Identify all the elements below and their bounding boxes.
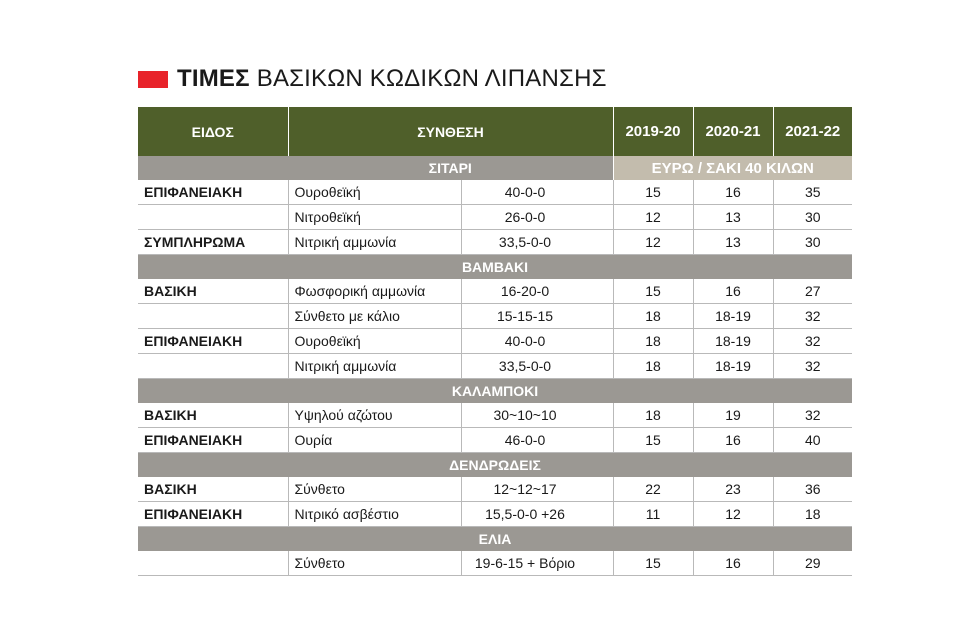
- table-row: [138, 551, 852, 576]
- price-2019-20: 15: [613, 551, 693, 576]
- price-2020-21: 12: [693, 502, 773, 527]
- section-row: [138, 527, 852, 552]
- price-2021-22: 32: [773, 354, 852, 379]
- fertilizer-formula: 40-0-0: [461, 180, 613, 205]
- fertilizer-name: Ουρία: [288, 428, 461, 453]
- header-year: 2021-22: [773, 107, 852, 156]
- price-2021-22: 29: [773, 551, 852, 576]
- section-filler: [138, 156, 288, 180]
- table-row: [138, 205, 852, 230]
- price-2020-21: 18-19: [693, 354, 773, 379]
- price-2020-21: 23: [693, 477, 773, 502]
- price-2020-21: 13: [693, 205, 773, 230]
- fertilizer-type: [138, 354, 288, 379]
- fertilizer-name: Νιτρική αμμωνία: [288, 354, 461, 379]
- price-2019-20: 12: [613, 230, 693, 255]
- fertilizer-formula: 15,5-0-0 +26: [461, 502, 613, 527]
- fertilizer-formula: 15-15-15: [461, 304, 613, 329]
- fertilizer-type: [138, 205, 288, 230]
- price-2020-21: 16: [693, 279, 773, 304]
- price-2020-21: 18-19: [693, 304, 773, 329]
- table-row: [138, 329, 852, 354]
- red-bar-icon: [138, 71, 168, 88]
- price-2021-22: 36: [773, 477, 852, 502]
- fertilizer-formula: 12~12~17: [461, 477, 613, 502]
- table-row: [138, 304, 852, 329]
- title-rest: ΒΑΣΙΚΩΝ ΚΩΔΙΚΩΝ ΛΙΠΑΝΣΗΣ: [256, 65, 607, 92]
- price-2019-20: 15: [613, 279, 693, 304]
- fertilizer-formula: 33,5-0-0: [461, 230, 613, 255]
- price-2019-20: 18: [613, 354, 693, 379]
- fertilizer-type: [138, 304, 288, 329]
- fertilizer-formula: 26-0-0: [461, 205, 613, 230]
- fertilizer-type: ΕΠΙΦΑΝΕΙΑΚΗ: [138, 180, 288, 205]
- fertilizer-formula: 46-0-0: [461, 428, 613, 453]
- header-type: ΕΙΔΟΣ: [138, 107, 288, 156]
- price-2021-22: 32: [773, 329, 852, 354]
- fertilizer-name: Ουροθεϊκή: [288, 329, 461, 354]
- fertilizer-name: Νιτρική αμμωνία: [288, 230, 461, 255]
- fertilizer-type: ΒΑΣΙΚΗ: [138, 279, 288, 304]
- fertilizer-formula: 19-6-15 + Βόριο: [461, 551, 613, 576]
- table-row: [138, 428, 852, 453]
- section-crop: ΚΑΛΑΜΠΟΚΙ: [138, 379, 852, 404]
- section-crop: ΒΑΜΒΑΚΙ: [138, 255, 852, 280]
- price-2019-20: 12: [613, 205, 693, 230]
- price-2019-20: 18: [613, 329, 693, 354]
- price-2021-22: 35: [773, 180, 852, 205]
- price-2021-22: 30: [773, 205, 852, 230]
- fertilizer-type: [138, 551, 288, 576]
- table-row: [138, 502, 852, 527]
- price-2020-21: 16: [693, 180, 773, 205]
- fertilizer-type: ΕΠΙΦΑΝΕΙΑΚΗ: [138, 428, 288, 453]
- header-year: 2020-21: [693, 107, 773, 156]
- fertilizer-type: ΕΠΙΦΑΝΕΙΑΚΗ: [138, 502, 288, 527]
- table-row: [138, 180, 852, 205]
- price-2020-21: 16: [693, 551, 773, 576]
- price-2019-20: 18: [613, 304, 693, 329]
- table-row: [138, 477, 852, 502]
- section-row: [138, 255, 852, 280]
- table-title: [138, 64, 607, 94]
- fertilizer-name: Νιτροθεϊκή: [288, 205, 461, 230]
- section-crop: ΔΕΝΔΡΩΔΕΙΣ: [138, 453, 852, 478]
- fertilizer-name: Νιτρικό ασβέστιο: [288, 502, 461, 527]
- table-row: [138, 279, 852, 304]
- price-2021-22: 40: [773, 428, 852, 453]
- price-2019-20: 15: [613, 180, 693, 205]
- section-row: [138, 379, 852, 404]
- prices-table: [138, 107, 852, 576]
- fertilizer-formula: 40-0-0: [461, 329, 613, 354]
- price-2021-22: 18: [773, 502, 852, 527]
- header-composition: ΣΥΝΘΕΣΗ: [288, 107, 613, 156]
- fertilizer-type: ΕΠΙΦΑΝΕΙΑΚΗ: [138, 329, 288, 354]
- unit-label: ΕΥΡΩ / ΣΑΚΙ 40 ΚΙΛΩΝ: [613, 156, 852, 180]
- section-row: [138, 453, 852, 478]
- price-2021-22: 27: [773, 279, 852, 304]
- section-crop: ΕΛΙΑ: [138, 527, 852, 552]
- fertilizer-name: Σύνθετο: [288, 477, 461, 502]
- fertilizer-formula: 30~10~10: [461, 403, 613, 428]
- price-2020-21: 13: [693, 230, 773, 255]
- table-row: [138, 230, 852, 255]
- fertilizer-name: Σύνθετο με κάλιο: [288, 304, 461, 329]
- fertilizer-name: Υψηλού αζώτου: [288, 403, 461, 428]
- header-year: 2019-20: [613, 107, 693, 156]
- price-2021-22: 32: [773, 304, 852, 329]
- price-2019-20: 15: [613, 428, 693, 453]
- price-2019-20: 11: [613, 502, 693, 527]
- price-2021-22: 32: [773, 403, 852, 428]
- table-body: [138, 156, 852, 576]
- fertilizer-formula: 16-20-0: [461, 279, 613, 304]
- fertilizer-name: Φωσφορική αμμωνία: [288, 279, 461, 304]
- fertilizer-name: Ουροθεϊκή: [288, 180, 461, 205]
- fertilizer-name: Σύνθετο: [288, 551, 461, 576]
- section-row: [138, 156, 852, 180]
- fertilizer-formula: 33,5-0-0: [461, 354, 613, 379]
- fertilizer-type: ΣΥΜΠΛΗΡΩΜΑ: [138, 230, 288, 255]
- table-row: [138, 403, 852, 428]
- fertilizer-type: ΒΑΣΙΚΗ: [138, 477, 288, 502]
- price-2020-21: 16: [693, 428, 773, 453]
- price-2020-21: 18-19: [693, 329, 773, 354]
- price-2019-20: 22: [613, 477, 693, 502]
- fertilizer-type: ΒΑΣΙΚΗ: [138, 403, 288, 428]
- price-2019-20: 18: [613, 403, 693, 428]
- price-2021-22: 30: [773, 230, 852, 255]
- title-bold: ΤΙΜΕΣ: [177, 65, 250, 92]
- price-2020-21: 19: [693, 403, 773, 428]
- table-row: [138, 354, 852, 379]
- section-crop: ΣΙΤΑΡΙ: [288, 156, 613, 180]
- header-row: [138, 107, 852, 156]
